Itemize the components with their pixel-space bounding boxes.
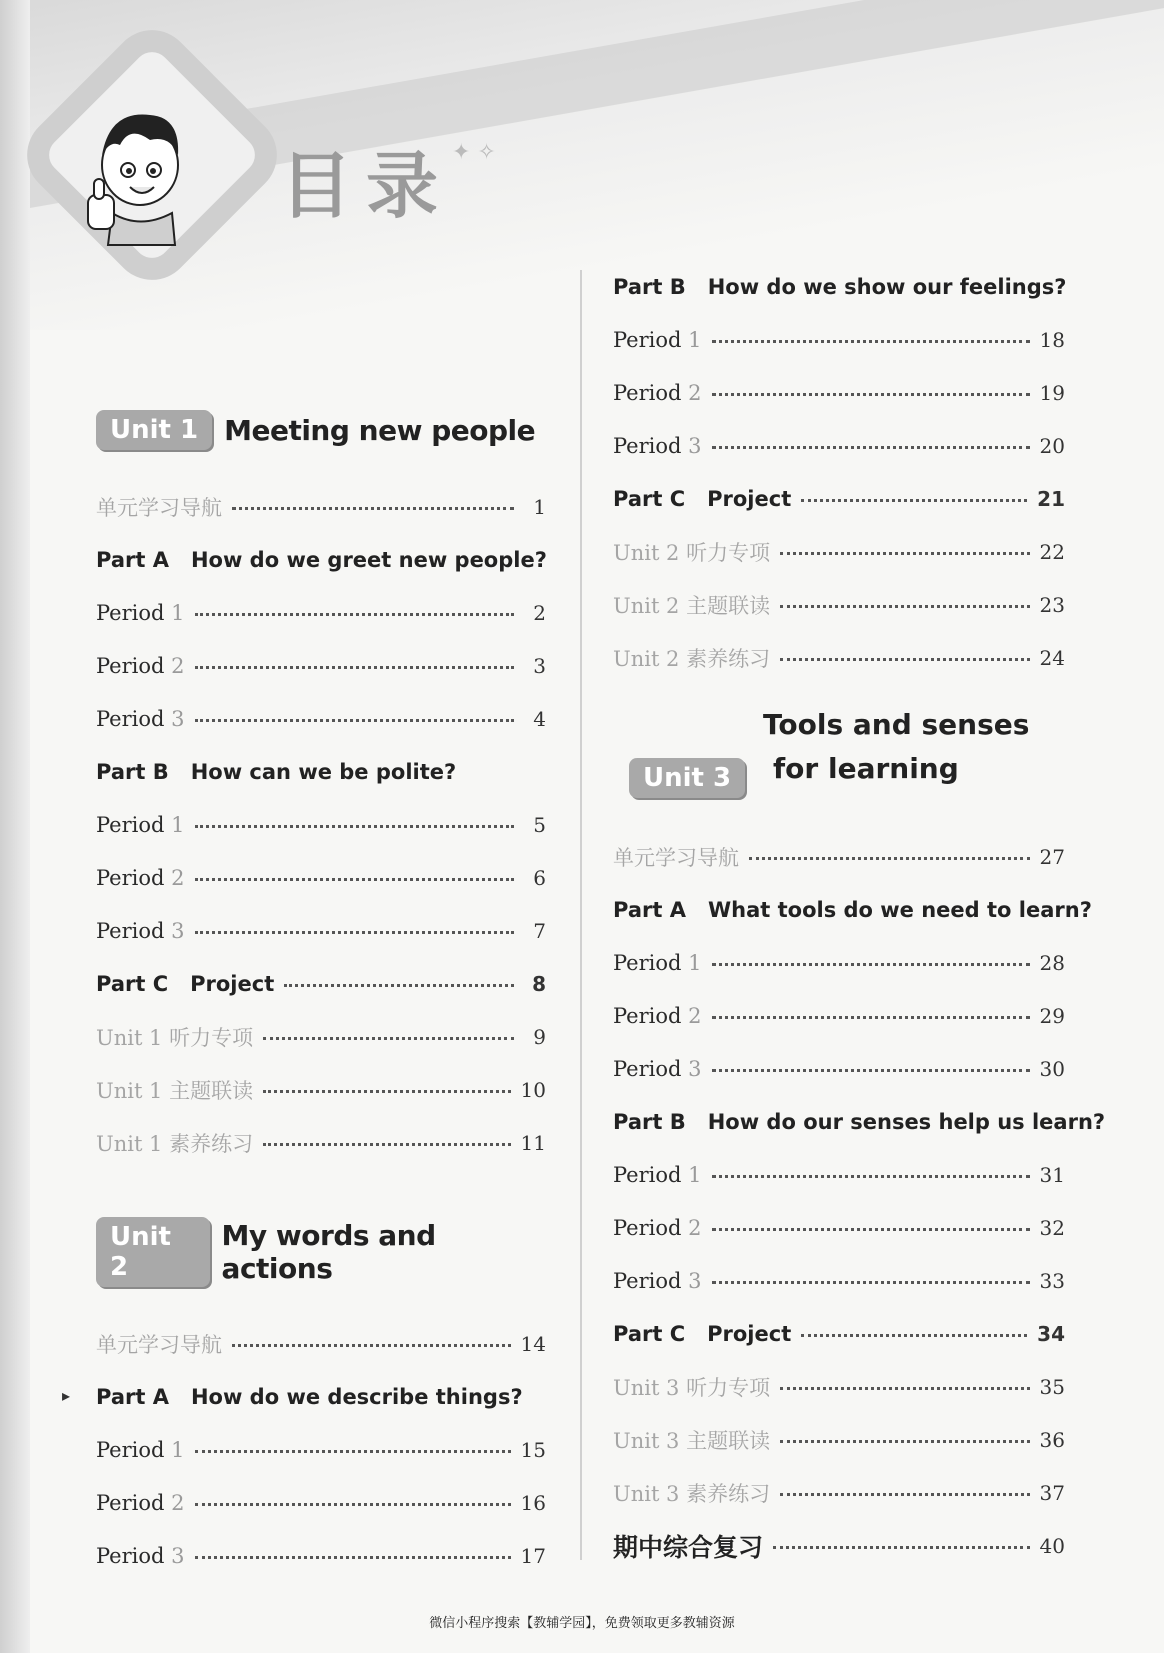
part-code: Part A xyxy=(96,1384,169,1409)
leader-dots xyxy=(712,963,1030,966)
entry-label: 单元学习导航 xyxy=(96,1332,222,1357)
toc-entry[interactable] xyxy=(613,830,1065,883)
toc-entry-period[interactable] xyxy=(613,1201,1065,1254)
toc-entry-period[interactable] xyxy=(613,1042,1065,1095)
period-word: Period xyxy=(96,812,165,837)
page-number: 27 xyxy=(1039,844,1065,869)
toc-entry-period[interactable] xyxy=(96,798,546,851)
toc-entry[interactable] xyxy=(613,1466,1065,1519)
page-number: 23 xyxy=(1039,592,1065,617)
page-number: 40 xyxy=(1039,1533,1065,1558)
page-number: 34 xyxy=(1037,1321,1065,1346)
leader-dots xyxy=(232,1344,511,1347)
toc-right-column xyxy=(613,260,1106,1572)
entry-label: Unit 2 素养练习 xyxy=(613,646,771,671)
entry-label: Unit 3 听力专项 xyxy=(613,1375,771,1400)
page-number: 9 xyxy=(533,1024,546,1049)
part-title: What tools do we need to learn? xyxy=(707,897,1092,922)
period-label xyxy=(96,866,185,890)
leader-dots xyxy=(780,1493,1029,1496)
period-label xyxy=(613,328,702,352)
toc-left-column xyxy=(96,410,546,1582)
period-word: Period xyxy=(613,1162,682,1187)
entry-label: Unit 1 主题联读 xyxy=(96,1078,254,1103)
period-label xyxy=(96,1438,185,1462)
page-number: 17 xyxy=(520,1543,546,1568)
bullet-mark: ▸ xyxy=(62,1386,71,1405)
leader-dots xyxy=(712,1175,1030,1178)
period-word: Period xyxy=(96,1490,165,1515)
period-word: Period xyxy=(613,1003,682,1028)
leader-dots xyxy=(773,1546,1030,1549)
page-number: 28 xyxy=(1039,950,1065,975)
period-number: 1 xyxy=(688,327,702,352)
period-number: 2 xyxy=(171,1490,185,1515)
leader-dots xyxy=(195,666,514,669)
mascot-illustration xyxy=(80,95,200,260)
toc-entry-review[interactable] xyxy=(613,1519,1065,1572)
entry-label: Unit 2 主题联读 xyxy=(613,593,771,618)
toc-entry-period[interactable] xyxy=(613,936,1065,989)
leader-dots xyxy=(780,1387,1029,1390)
part-code: Part C xyxy=(613,1321,686,1346)
toc-entry[interactable] xyxy=(613,631,1065,684)
toc-entry-project[interactable] xyxy=(96,957,546,1010)
part-title: Project xyxy=(707,1321,792,1346)
page-number: 18 xyxy=(1039,327,1065,352)
toc-entry-period[interactable] xyxy=(613,313,1065,366)
entry-label: Unit 3 主题联读 xyxy=(613,1428,771,1453)
toc-entry-project[interactable] xyxy=(613,472,1065,525)
page-number: 15 xyxy=(520,1437,546,1462)
leader-dots xyxy=(195,1450,511,1453)
unit-title-line-1: Tools and senses xyxy=(763,708,1030,741)
period-word: Period xyxy=(96,918,165,943)
entry-label: 单元学习导航 xyxy=(613,845,739,870)
page-number: 6 xyxy=(533,865,546,890)
period-number: 2 xyxy=(171,865,185,890)
period-word: Period xyxy=(96,706,165,731)
entry-label: 单元学习导航 xyxy=(96,495,222,520)
toc-entry[interactable] xyxy=(96,1317,546,1370)
leader-dots xyxy=(195,719,514,722)
toc-part-heading[interactable] xyxy=(96,533,546,586)
toc-entry-period[interactable] xyxy=(96,692,546,745)
toc-entry-period[interactable] xyxy=(613,1254,1065,1307)
leader-dots xyxy=(195,931,514,934)
toc-entry-period[interactable] xyxy=(96,851,546,904)
page-number: 16 xyxy=(520,1490,546,1515)
leader-dots xyxy=(712,1069,1030,1072)
page-number: 4 xyxy=(533,706,546,731)
page-number: 10 xyxy=(520,1077,546,1102)
part-code: Part C xyxy=(96,971,169,996)
toc-entry-period[interactable] xyxy=(96,1423,546,1476)
leader-dots xyxy=(195,613,514,616)
leader-dots xyxy=(195,878,514,881)
toc-entry[interactable] xyxy=(96,1116,546,1169)
toc-entry-period[interactable] xyxy=(613,366,1065,419)
period-word: Period xyxy=(613,1056,682,1081)
period-word: Period xyxy=(96,1437,165,1462)
unit-heading-2 xyxy=(96,1217,546,1287)
unit-heading-1 xyxy=(96,410,546,450)
page-number: 30 xyxy=(1039,1056,1065,1081)
page-number: 11 xyxy=(520,1130,546,1155)
period-word: Period xyxy=(613,433,682,458)
toc-entry-period[interactable] xyxy=(96,586,546,639)
period-number: 3 xyxy=(171,1543,185,1568)
leader-dots xyxy=(284,984,514,987)
period-number: 2 xyxy=(688,1003,702,1028)
toc-entry[interactable] xyxy=(96,1063,546,1116)
entry-label: Unit 2 听力专项 xyxy=(613,540,771,565)
unit-badge: Unit 1 xyxy=(96,410,212,450)
toc-entry-period[interactable] xyxy=(96,904,546,957)
entry-label: Unit 1 听力专项 xyxy=(96,1025,254,1050)
period-label xyxy=(96,1491,185,1515)
toc-part-heading[interactable] xyxy=(613,883,1092,936)
toc-part-heading[interactable] xyxy=(96,1370,546,1423)
toc-entry[interactable] xyxy=(96,1010,546,1063)
unit-2-entries-continued xyxy=(613,260,1065,684)
leader-dots xyxy=(263,1090,510,1093)
entry-label: Unit 3 素养练习 xyxy=(613,1481,771,1506)
unit-2-entries xyxy=(96,1317,546,1582)
unit-title: My words and actions xyxy=(221,1219,436,1285)
unit-1-entries xyxy=(96,480,546,1169)
page-number: 36 xyxy=(1039,1427,1065,1452)
leader-dots xyxy=(801,499,1027,502)
leader-dots xyxy=(749,857,1030,860)
period-number: 3 xyxy=(171,706,185,731)
toc-part-heading[interactable] xyxy=(613,1095,1106,1148)
period-label xyxy=(96,601,185,625)
period-word: Period xyxy=(96,1543,165,1568)
unit-title-line-2: for learning xyxy=(773,752,959,785)
part-code: Part B xyxy=(613,274,686,299)
page-number: 35 xyxy=(1039,1374,1065,1399)
leader-dots xyxy=(195,825,514,828)
part-code: Part C xyxy=(613,486,686,511)
leader-dots xyxy=(712,1016,1030,1019)
period-number: 1 xyxy=(688,950,702,975)
leader-dots xyxy=(195,1556,511,1559)
entry-label: Unit 1 素养练习 xyxy=(96,1131,254,1156)
page-number: 24 xyxy=(1039,645,1065,670)
unit-title: Meeting new people xyxy=(224,413,536,447)
period-label xyxy=(613,1269,702,1293)
page-number: 37 xyxy=(1039,1480,1065,1505)
period-word: Period xyxy=(613,1268,682,1293)
leader-dots xyxy=(232,507,514,510)
part-title: How do we describe things? xyxy=(190,1384,523,1409)
unit-badge: Unit 3 xyxy=(629,758,745,798)
period-label xyxy=(96,813,185,837)
part-title: How do we greet new people? xyxy=(190,547,547,572)
leader-dots xyxy=(780,658,1029,661)
entry-label: 期中综合复习 xyxy=(613,1532,764,1562)
period-word: Period xyxy=(613,327,682,352)
period-label xyxy=(613,381,702,405)
part-code: Part A xyxy=(96,547,169,572)
page-number: 31 xyxy=(1039,1162,1065,1187)
part-code: Part B xyxy=(96,759,169,784)
leader-dots xyxy=(780,1440,1029,1443)
toc-entry-period[interactable] xyxy=(613,419,1065,472)
leader-dots xyxy=(712,1228,1030,1231)
part-code: Part A xyxy=(613,897,686,922)
page-number: 14 xyxy=(520,1331,546,1356)
period-word: Period xyxy=(96,653,165,678)
toc-entry-period[interactable] xyxy=(613,989,1065,1042)
leader-dots xyxy=(195,1503,511,1506)
toc-entry[interactable] xyxy=(613,1360,1065,1413)
toc-entry-period[interactable] xyxy=(613,1148,1065,1201)
unit-badge: Unit 2 xyxy=(96,1217,210,1287)
period-label xyxy=(613,434,702,458)
page-number: 1 xyxy=(533,494,546,519)
period-word: Period xyxy=(96,600,165,625)
period-word: Period xyxy=(613,1215,682,1240)
column-divider xyxy=(580,270,582,1560)
page-number: 32 xyxy=(1039,1215,1065,1240)
page-number: 29 xyxy=(1039,1003,1065,1028)
leader-dots xyxy=(263,1037,514,1040)
toc-entry-project[interactable] xyxy=(613,1307,1065,1360)
period-number: 1 xyxy=(171,1437,185,1462)
period-number: 2 xyxy=(171,653,185,678)
page-title: 目录 xyxy=(280,144,453,228)
page-number: 5 xyxy=(533,812,546,837)
page-number: 21 xyxy=(1037,486,1065,511)
toc-entry-period[interactable] xyxy=(96,1476,546,1529)
leader-dots xyxy=(263,1143,510,1146)
toc-entry[interactable] xyxy=(613,1413,1065,1466)
part-title: How can we be polite? xyxy=(190,759,457,784)
footer-note: 微信小程序搜索【教辅学园】，免费领取更多教辅资源 xyxy=(429,1616,735,1631)
toc-part-heading[interactable] xyxy=(96,745,546,798)
page-number: 19 xyxy=(1039,380,1065,405)
period-label xyxy=(613,1057,702,1081)
toc-entry[interactable] xyxy=(613,525,1065,578)
period-label xyxy=(96,654,185,678)
period-label xyxy=(613,951,702,975)
part-title: How do our senses help us learn? xyxy=(707,1109,1106,1134)
period-number: 3 xyxy=(171,918,185,943)
leader-dots xyxy=(780,605,1029,608)
period-number: 3 xyxy=(688,1056,702,1081)
toc-entry[interactable] xyxy=(613,578,1065,631)
period-label xyxy=(96,707,185,731)
part-title: Project xyxy=(190,971,275,996)
period-number: 3 xyxy=(688,433,702,458)
unit-heading-3 xyxy=(613,696,1065,826)
period-word: Period xyxy=(96,865,165,890)
leader-dots xyxy=(801,1334,1027,1337)
page-number: 22 xyxy=(1039,539,1065,564)
leader-dots xyxy=(780,552,1029,555)
part-code: Part B xyxy=(613,1109,686,1134)
page-number: 8 xyxy=(532,971,546,996)
page-number: 3 xyxy=(533,653,546,678)
period-label xyxy=(96,1544,185,1568)
part-title: Project xyxy=(707,486,792,511)
toc-entry[interactable] xyxy=(96,480,546,533)
leader-dots xyxy=(712,393,1030,396)
period-label xyxy=(613,1216,702,1240)
toc-entry-period[interactable] xyxy=(96,1529,546,1582)
leader-dots xyxy=(712,1281,1030,1284)
leader-dots xyxy=(712,446,1030,449)
part-title: How do we show our feelings? xyxy=(707,274,1067,299)
page-number: 2 xyxy=(533,600,546,625)
page-number: 33 xyxy=(1039,1268,1065,1293)
toc-entry-period[interactable] xyxy=(96,639,546,692)
toc-part-heading[interactable] xyxy=(613,260,1065,313)
period-number: 2 xyxy=(688,1215,702,1240)
leader-dots xyxy=(712,340,1030,343)
page-number: 20 xyxy=(1039,433,1065,458)
period-number: 2 xyxy=(688,380,702,405)
unit-3-entries xyxy=(613,830,1106,1519)
period-label xyxy=(96,919,185,943)
period-word: Period xyxy=(613,950,682,975)
period-number: 3 xyxy=(688,1268,702,1293)
page-edge-shadow xyxy=(0,0,30,1653)
period-number: 1 xyxy=(171,600,185,625)
period-number: 1 xyxy=(688,1162,702,1187)
sparkle-icon: ✦ ✧ xyxy=(452,140,496,165)
period-number: 1 xyxy=(171,812,185,837)
page-number: 7 xyxy=(533,918,546,943)
period-label xyxy=(613,1004,702,1028)
period-word: Period xyxy=(613,380,682,405)
period-label xyxy=(613,1163,702,1187)
